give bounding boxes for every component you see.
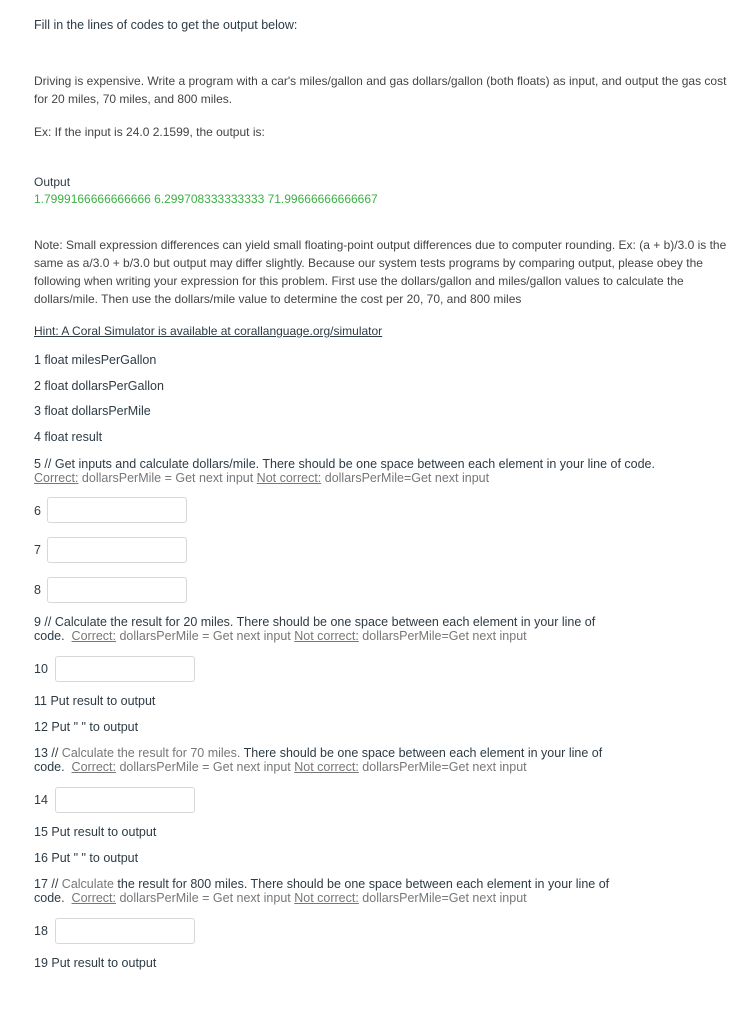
line-17-gray-text: Calculate — [61, 877, 114, 891]
note-line4: dollars/mile. Then use the dollars/mile value to determine the cost per 20, 70, and 800 miles — [34, 292, 522, 306]
line-17-rest: the result for 800 miles. There should be one space between each element in your line of — [113, 877, 610, 891]
code-line-5-rule — [34, 472, 489, 485]
code-line-13-comment — [34, 747, 602, 760]
problem-text-line1: Driving is expensive. Write a program with a car's miles/gallon and gas dollars/gallon (both floats) as input, and output the gas cost — [34, 74, 727, 88]
blank-number-18: 18 — [34, 924, 48, 938]
correct-example: dollarsPerMile = Get next input — [116, 629, 295, 643]
not-correct-example: dollarsPerMile=Get next input — [358, 629, 527, 643]
not-correct-label: Not correct: — [256, 471, 322, 485]
code-word: code. — [34, 629, 65, 643]
correct-label: Correct: — [71, 760, 116, 774]
correct-label: Correct: — [71, 891, 116, 905]
not-correct-example: dollarsPerMile=Get next input — [358, 760, 527, 774]
correct-label: Correct: — [34, 471, 79, 485]
code-line-13-rule — [34, 761, 527, 774]
blank-number-6: 6 — [34, 504, 41, 518]
not-correct-label: Not correct: — [294, 760, 359, 774]
not-correct-example: dollarsPerMile=Get next input — [321, 471, 490, 485]
code-input-line-18[interactable] — [55, 918, 195, 944]
code-input-line-8[interactable] — [47, 577, 187, 603]
output-value: 1.7999166666666666 6.299708333333333 71.99666666666667 — [34, 192, 378, 206]
code-line-2: 2 float dollarsPerGallon — [34, 379, 164, 393]
note-line3: following when writing your expression for this problem. First use the dollars/gallon and miles/gallon values to calculate the — [34, 274, 684, 288]
code-line-1: 1 float milesPerGallon — [34, 353, 157, 367]
note-line2: same as a/3.0 + b/3.0 but output may differ slightly. Because our system tests programs by comparing output, please obey the — [34, 256, 703, 270]
code-line-9-rule — [34, 630, 527, 643]
line-13-rest: There should be one space between each element in your line of — [240, 746, 603, 760]
code-line-11: 11 Put result to output — [34, 694, 156, 708]
not-correct-label: Not correct: — [294, 891, 359, 905]
problem-text-line2: for 20 miles, 70 miles, and 800 miles. — [34, 92, 233, 106]
code-line-19: 19 Put result to output — [34, 956, 157, 970]
not-correct-label: Not correct: — [294, 629, 359, 643]
code-line-12: 12 Put " " to output — [34, 720, 139, 734]
code-line-16: 16 Put " " to output — [34, 851, 139, 865]
code-word: code. — [34, 760, 65, 774]
example-text: Ex: If the input is 24.0 2.1599, the output is: — [34, 125, 265, 139]
code-input-line-14[interactable] — [55, 787, 195, 813]
blank-number-8: 8 — [34, 583, 41, 597]
line-13-prefix: 13 // — [34, 746, 62, 760]
note-line1: Note: Small expression differences can yield small floating-point output differences due to computer rounding. Ex: (a + b)/3.0 is the — [34, 238, 727, 252]
code-line-9-comment: 9 // Calculate the result for 20 miles. There should be one space between each element in your line of — [34, 615, 596, 629]
code-input-line-6[interactable] — [47, 497, 187, 523]
code-line-3: 3 float dollarsPerMile — [34, 404, 151, 418]
line-17-prefix: 17 // — [34, 877, 62, 891]
correct-label: Correct: — [71, 629, 116, 643]
not-correct-example: dollarsPerMile=Get next input — [358, 891, 527, 905]
correct-example: dollarsPerMile = Get next input — [116, 891, 295, 905]
output-label: Output — [34, 175, 71, 189]
code-line-17-rule — [34, 892, 527, 905]
code-line-15: 15 Put result to output — [34, 825, 157, 839]
code-input-line-7[interactable] — [47, 537, 187, 563]
hint-link[interactable]: Hint: A Coral Simulator is available at corallanguage.org/simulator — [34, 324, 383, 338]
code-input-line-10[interactable] — [55, 656, 195, 682]
correct-example: dollarsPerMile = Get next input — [116, 760, 295, 774]
blank-number-10: 10 — [34, 662, 48, 676]
code-word: code. — [34, 891, 65, 905]
blank-number-14: 14 — [34, 793, 48, 807]
code-line-17-comment — [34, 878, 609, 891]
blank-number-7: 7 — [34, 543, 41, 557]
line-13-gray-text: Calculate the result for 70 miles. — [61, 746, 241, 760]
correct-example: dollarsPerMile = Get next input — [78, 471, 257, 485]
code-line-4: 4 float result — [34, 430, 103, 444]
instruction-heading: Fill in the lines of codes to get the output below: — [34, 18, 298, 32]
code-line-5-comment: 5 // Get inputs and calculate dollars/mile. There should be one space between each element in your line of code. — [34, 457, 655, 471]
